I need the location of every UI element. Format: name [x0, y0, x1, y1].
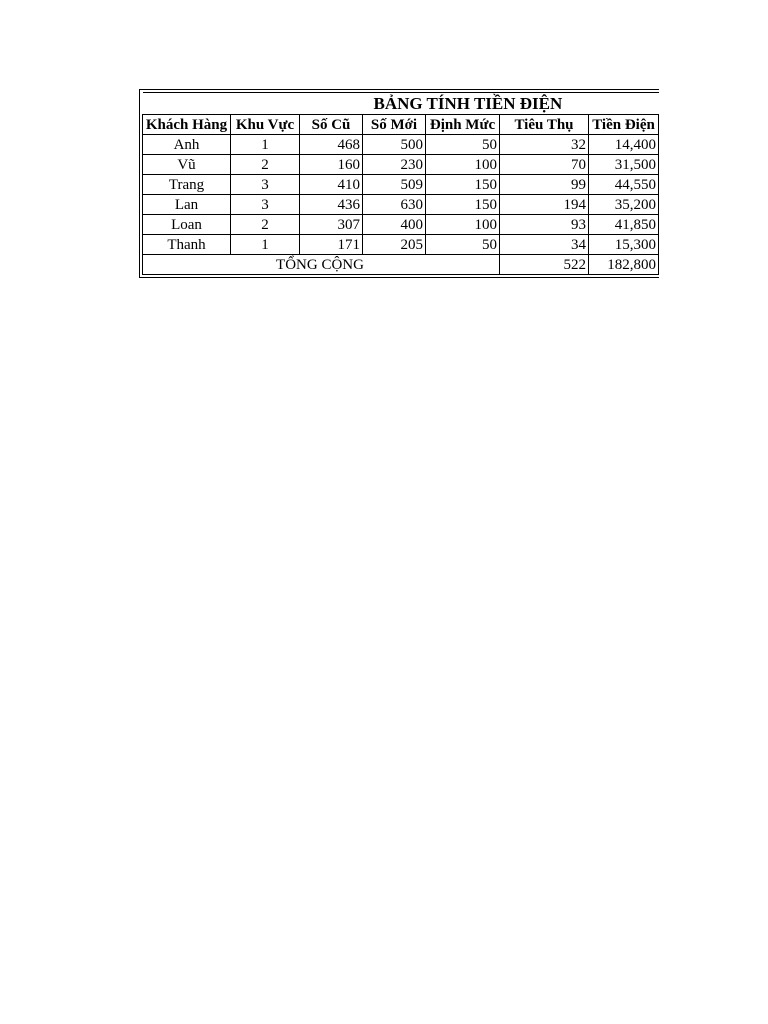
cell-area: 3 — [231, 195, 300, 215]
cell-cost: 14,400 — [589, 135, 659, 155]
table-row — [143, 155, 659, 175]
title-row — [143, 93, 659, 115]
cell-usage: 34 — [500, 235, 589, 255]
cell-area: 3 — [231, 175, 300, 195]
table-title: BẢNG TÍNH TIỀN ĐIỆN — [143, 93, 659, 115]
cell-usage: 32 — [500, 135, 589, 155]
cell-new: 509 — [363, 175, 426, 195]
header-dinh-muc: Định Mức — [426, 115, 500, 135]
cell-cost: 41,850 — [589, 215, 659, 235]
cell-quota: 150 — [426, 175, 500, 195]
total-row — [143, 255, 659, 275]
header-so-cu: Số Cũ — [300, 115, 363, 135]
cell-new: 400 — [363, 215, 426, 235]
header-tieu-thu: Tiêu Thụ — [500, 115, 589, 135]
cell-usage: 99 — [500, 175, 589, 195]
cell-new: 205 — [363, 235, 426, 255]
bill-table — [142, 92, 659, 275]
cell-name: Loan — [143, 215, 231, 235]
cell-quota: 50 — [426, 135, 500, 155]
electricity-bill-table — [139, 89, 659, 278]
cell-area: 2 — [231, 215, 300, 235]
cell-cost: 31,500 — [589, 155, 659, 175]
cell-area: 2 — [231, 155, 300, 175]
table-row — [143, 235, 659, 255]
cell-new: 230 — [363, 155, 426, 175]
cell-cost: 35,200 — [589, 195, 659, 215]
cell-area: 1 — [231, 235, 300, 255]
cell-old: 307 — [300, 215, 363, 235]
header-khu-vuc: Khu Vực — [231, 115, 300, 135]
cell-name: Thanh — [143, 235, 231, 255]
cell-old: 171 — [300, 235, 363, 255]
table-row — [143, 195, 659, 215]
cell-new: 630 — [363, 195, 426, 215]
cell-cost: 44,550 — [589, 175, 659, 195]
cell-quota: 50 — [426, 235, 500, 255]
cell-old: 410 — [300, 175, 363, 195]
cell-name: Anh — [143, 135, 231, 155]
cell-name: Lan — [143, 195, 231, 215]
cell-quota: 100 — [426, 215, 500, 235]
table-row — [143, 215, 659, 235]
cell-usage: 70 — [500, 155, 589, 175]
cell-quota: 100 — [426, 155, 500, 175]
header-row — [143, 115, 659, 135]
table-row — [143, 135, 659, 155]
cell-name: Vũ — [143, 155, 231, 175]
header-khach-hang: Khách Hàng — [143, 115, 231, 135]
cell-usage: 93 — [500, 215, 589, 235]
header-so-moi: Số Mới — [363, 115, 426, 135]
table-row — [143, 175, 659, 195]
cell-old: 160 — [300, 155, 363, 175]
total-usage: 522 — [500, 255, 589, 275]
total-label: TỔNG CỘNG — [143, 255, 500, 275]
cell-area: 1 — [231, 135, 300, 155]
total-cost: 182,800 — [589, 255, 659, 275]
cell-old: 468 — [300, 135, 363, 155]
cell-quota: 150 — [426, 195, 500, 215]
cell-name: Trang — [143, 175, 231, 195]
cell-new: 500 — [363, 135, 426, 155]
header-tien-dien: Tiền Điện — [589, 115, 659, 135]
cell-usage: 194 — [500, 195, 589, 215]
cell-old: 436 — [300, 195, 363, 215]
cell-cost: 15,300 — [589, 235, 659, 255]
